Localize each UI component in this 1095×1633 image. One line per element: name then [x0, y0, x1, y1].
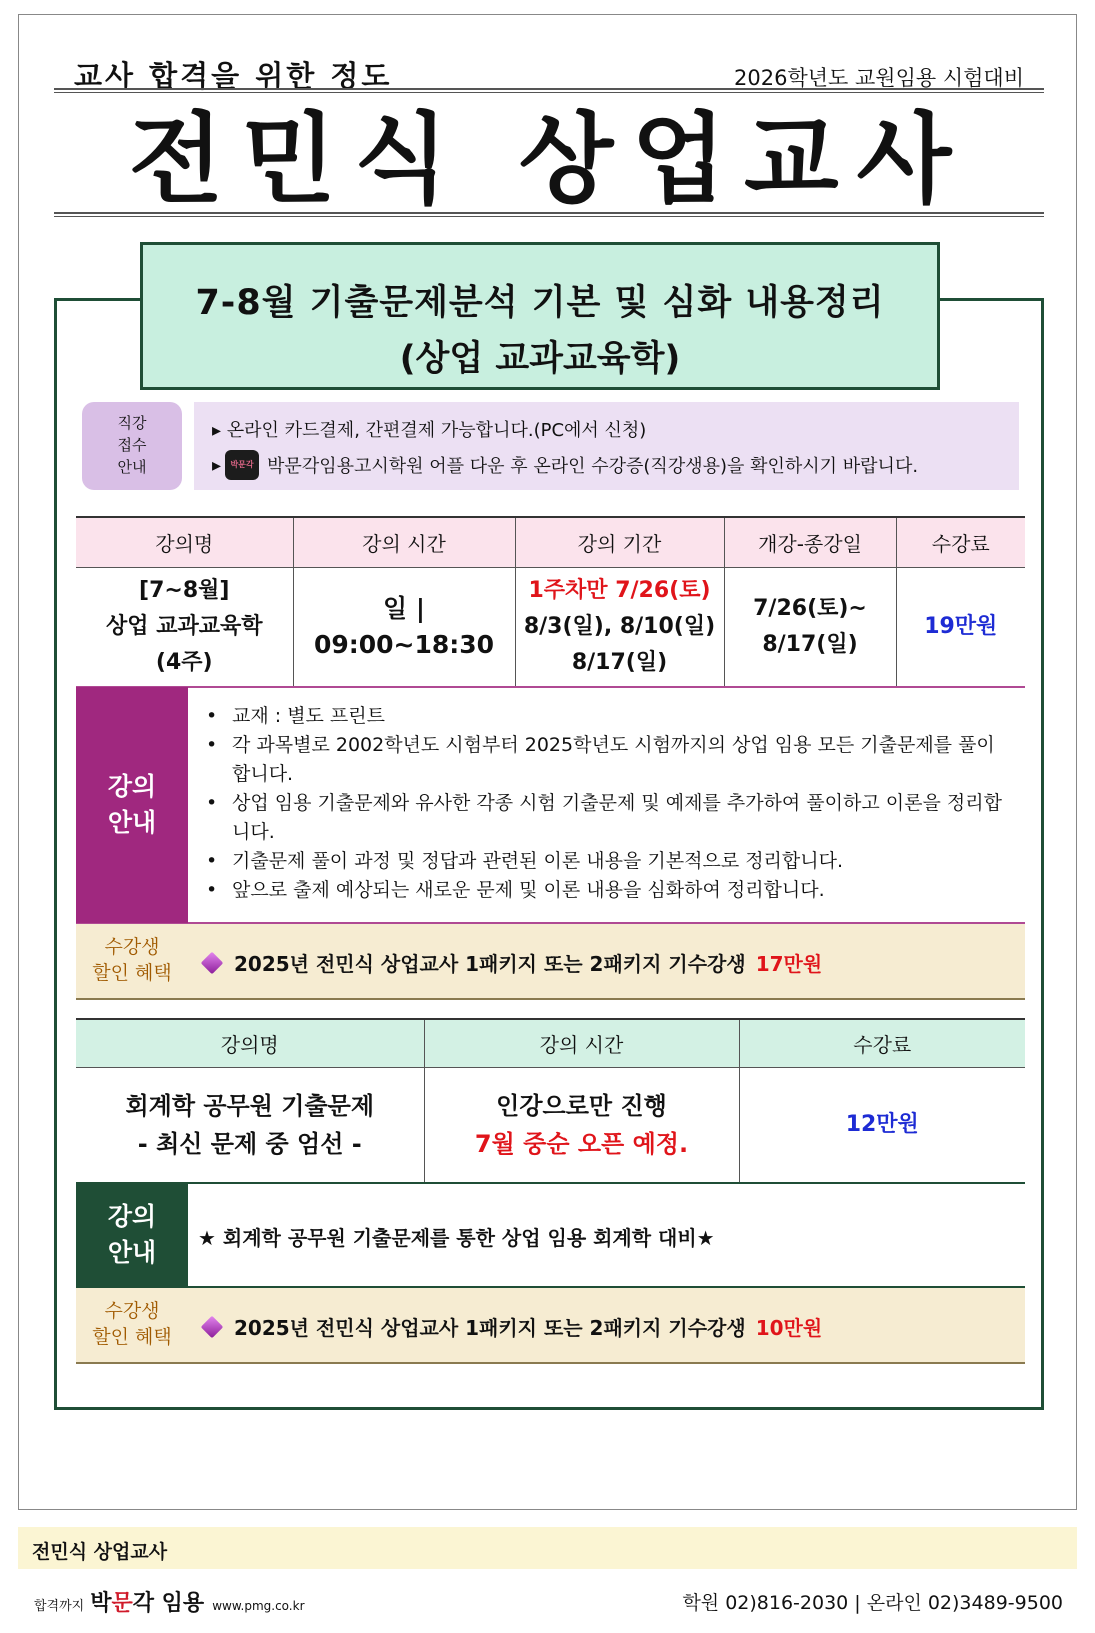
course-table-1 [76, 516, 1025, 688]
page-title: 전민식 상업교사 [128, 103, 970, 217]
course-table-2 [76, 1018, 1025, 1184]
notice-item-app-text: 박문각임용고시학원 어플 다운 후 온라인 수강증(직강생용)을 확인하시기 바랍니다. [267, 456, 919, 477]
footer-contact: 학원 02)816-2030 | 온라인 02)3489-9500 [682, 1592, 1063, 1614]
list-item: • 상업 임용 기출문제와 유사한 각종 시험 기출문제 및 예제를 추가하여 풀이하고 이론을 정리합니다. [198, 789, 1013, 847]
table-header: 개강-종강일 [724, 517, 896, 567]
course-name-cell [76, 567, 293, 687]
logo-brand [90, 1586, 204, 1617]
bullet-arrow: ▸ [212, 454, 222, 476]
table-header: 강의 시간 [293, 517, 515, 567]
table-header: 강의명 [76, 517, 293, 567]
slogan: 교사 합격을 위한 정도 [74, 59, 393, 93]
lecture-info-list-1 [198, 702, 1013, 905]
course-dates-cell [724, 567, 896, 687]
notice-item-payment: ▸ 온라인 카드결제, 간편결제 가능합니다.(PC에서 신청) [212, 420, 647, 441]
notice-tag-line: 안내 [117, 458, 147, 476]
discount-text [200, 1312, 822, 1341]
logo-brand-a: 박 [90, 1591, 112, 1616]
lecture-info-heading-2 [76, 1183, 188, 1287]
logo-tagline: 합격까지 [34, 1599, 85, 1614]
list-item: • 앞으로 출제 예상되는 새로운 문제 및 이론 내용을 심화하여 정리합니다. [198, 876, 1013, 905]
footer-logo [34, 1586, 305, 1617]
exam-label: 2026학년도 교원임용 시험대비 [734, 66, 1024, 90]
course-banner [140, 242, 940, 390]
discount-row-1 [76, 924, 1025, 1000]
header-top [54, 52, 1044, 92]
table-header: 강의 기간 [515, 517, 724, 567]
logo-brand-b: 문 [111, 1591, 133, 1616]
notice-tag [82, 402, 182, 490]
discount-tag-line: 할인 혜택 [92, 1326, 172, 1348]
course-name-line: (4주) [155, 650, 213, 675]
notice-tag-line: 직강 [117, 414, 147, 432]
gem-icon [201, 951, 224, 974]
heading-line: 강의 [107, 1202, 157, 1231]
period-line: 8/17(일) [571, 650, 668, 675]
footer-url[interactable]: www.pmg.co.kr [212, 1599, 305, 1613]
period-line: 8/3(일), 8/10(일) [523, 614, 716, 639]
notice-tag-line: 접수 [117, 436, 147, 454]
table-header: 강의 시간 [424, 1019, 739, 1067]
discount-tag-line: 수강생 [104, 936, 160, 958]
discount-tag-line: 수강생 [104, 1300, 160, 1322]
course-banner-subtitle: (상업 교과교육학) [399, 339, 681, 379]
heading-line: 안내 [107, 808, 157, 837]
course-name-line: - 최신 문제 중 엄선 - [137, 1130, 362, 1158]
notice-box [194, 402, 1019, 490]
course-time-cell: 일 | 09:00~18:30 [293, 567, 515, 687]
course-banner-title: 7-8월 기출문제분석 기본 및 심화 내용정리 [195, 283, 885, 323]
course-time-cell [424, 1067, 739, 1183]
course-name-line: 회계학 공무원 기출문제 [125, 1092, 375, 1120]
discount-tag-line: 할인 혜택 [92, 962, 172, 984]
discount-price: 10만원 [755, 1316, 823, 1340]
dates-line: 7/26(토)~ [753, 596, 867, 621]
course-period-cell [515, 567, 724, 687]
list-item: • 각 과목별로 2002학년도 시험부터 2025학년도 시험까지의 상업 임용 모든 기출문제를 풀이합니다. [198, 731, 1013, 789]
table-header: 수강료 [739, 1019, 1025, 1067]
discount-description: 2025년 전민식 상업교사 1패키지 또는 2패키지 기수강생 [234, 1316, 746, 1340]
discount-description: 2025년 전민식 상업교사 1패키지 또는 2패키지 기수강생 [234, 952, 746, 976]
heading-line: 강의 [107, 772, 157, 801]
table-header: 강의명 [76, 1019, 424, 1067]
discount-tag [76, 924, 188, 998]
discount-tag [76, 1288, 188, 1362]
footer-bottom [18, 1580, 1077, 1620]
app-icon: 박문각 [225, 450, 259, 480]
table-header: 수강료 [896, 517, 1025, 567]
logo-brand-c: 각 임용 [132, 1591, 205, 1616]
list-item: • 교재 : 별도 프린트 [198, 702, 1013, 731]
lecture-info-heading-1 [76, 687, 188, 923]
header-rule-top [54, 88, 1044, 93]
open-schedule: 7월 중순 오픈 예정. [474, 1130, 689, 1158]
discount-text [200, 948, 822, 977]
course-name-line: [7~8월] [139, 578, 230, 603]
notice-item-app [212, 450, 918, 480]
course-fee-cell: 12만원 [739, 1067, 1025, 1183]
time-line: 인강으로만 진행 [496, 1092, 667, 1120]
discount-row-2 [76, 1288, 1025, 1364]
footer-bar: 전민식 상업교사 [18, 1527, 1077, 1569]
lecture-info-text-2: ★ 회계학 공무원 기출문제를 통한 상업 임용 회계학 대비★ [198, 1226, 715, 1250]
dates-line: 8/17(일) [762, 632, 858, 657]
period-first-week: 1주차만 7/26(토) [528, 578, 711, 603]
discount-price: 17만원 [755, 952, 823, 976]
list-item: • 기출문제 풀이 과정 및 정답과 관련된 이론 내용을 기본적으로 정리합니다. [198, 847, 1013, 876]
course-fee-cell: 19만원 [896, 567, 1025, 687]
heading-line: 안내 [107, 1238, 157, 1267]
course-name-line: 상업 교과교육학 [106, 614, 263, 639]
course-name-cell [76, 1067, 424, 1183]
gem-icon [201, 1315, 224, 1338]
header-rule-bottom [54, 212, 1044, 217]
